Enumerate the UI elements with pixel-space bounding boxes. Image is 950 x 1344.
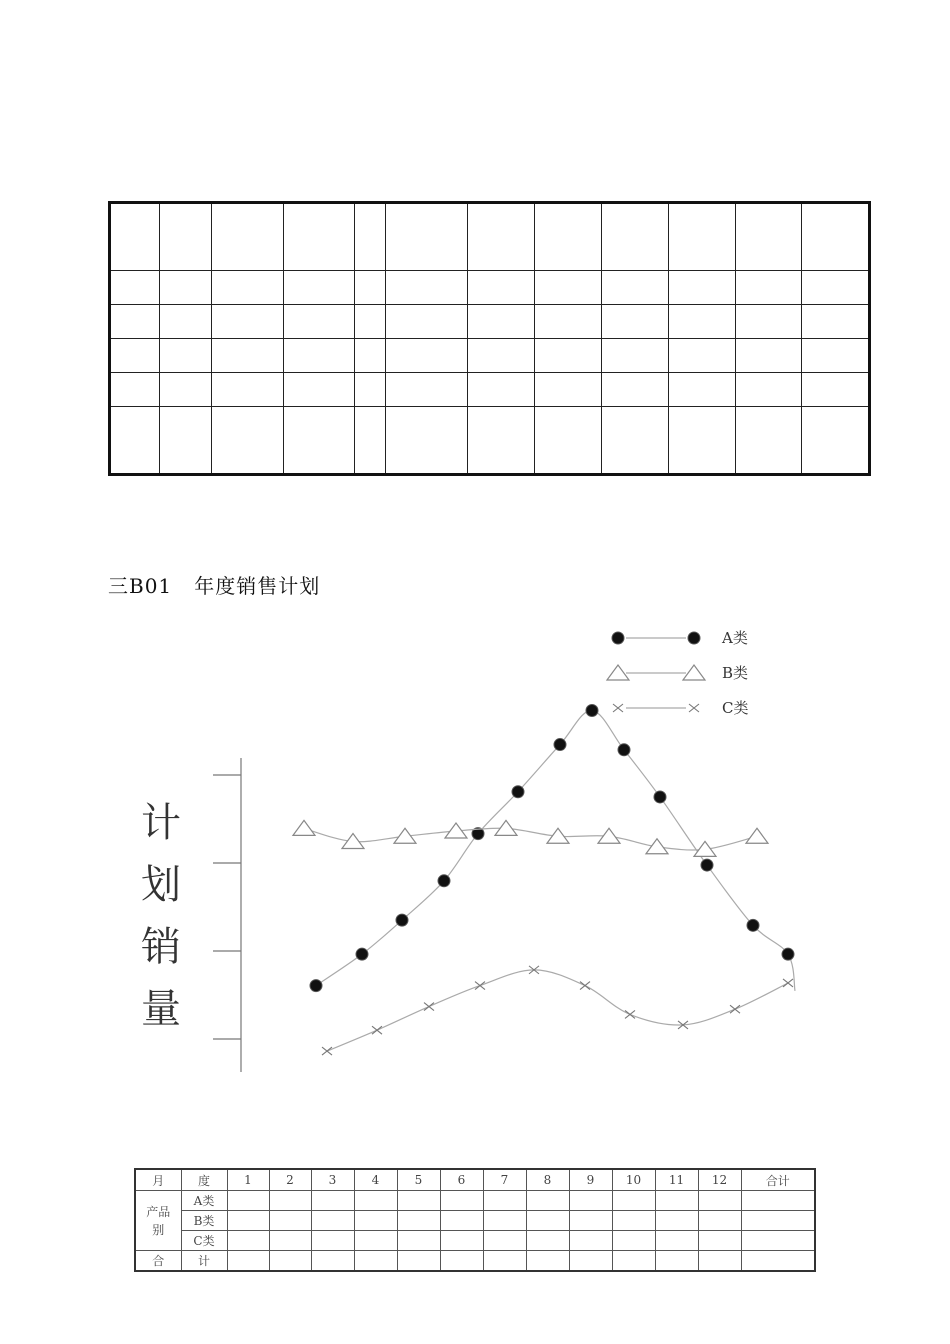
legend-marker: [683, 665, 705, 680]
table-row: [135, 1231, 815, 1251]
table-cell: [602, 271, 669, 305]
table-cell: [669, 271, 736, 305]
legend-marker: [689, 704, 699, 712]
month-cell: 9: [569, 1169, 612, 1191]
month-cell: 4: [354, 1169, 397, 1191]
monthly-plan-table: [134, 1168, 816, 1272]
table-cell: [386, 373, 468, 407]
data-point-a: [438, 875, 450, 887]
table-row: [110, 339, 870, 373]
table-row: [135, 1211, 815, 1231]
data-point-c: [322, 1047, 332, 1055]
table-row: [110, 305, 870, 339]
data-point-a: [586, 705, 598, 717]
table-cell: [110, 271, 160, 305]
month-cell: 2: [269, 1169, 311, 1191]
legend-label: C类: [722, 699, 749, 717]
table-cell: [212, 271, 284, 305]
table-cell: [355, 203, 386, 271]
data-point-a: [782, 948, 794, 960]
table-cell: [669, 339, 736, 373]
table-cell: [160, 271, 212, 305]
table-cell: [110, 305, 160, 339]
data-point-c: [625, 1010, 635, 1018]
row-label-c: C类: [181, 1231, 227, 1251]
row-label-b: B类: [181, 1211, 227, 1231]
total-row-label: 合: [135, 1251, 181, 1272]
table-cell: [468, 407, 535, 475]
month-header-row: [135, 1169, 815, 1191]
table-cell: [736, 203, 802, 271]
legend-marker: [613, 704, 623, 712]
data-point-b: [646, 839, 668, 854]
data-point-a: [310, 980, 322, 992]
month-header-label: 度: [181, 1169, 227, 1191]
table-cell: [602, 407, 669, 475]
total-header: 合计: [741, 1169, 815, 1191]
table-cell: [468, 271, 535, 305]
y-axis-label-char: 划: [141, 862, 181, 908]
table-cell: [355, 407, 386, 475]
table-cell: [160, 339, 212, 373]
month-cell: 5: [397, 1169, 440, 1191]
table-cell: [160, 373, 212, 407]
data-point-c: [372, 1026, 382, 1034]
table-cell: [736, 373, 802, 407]
table-cell: [386, 339, 468, 373]
data-point-a: [396, 914, 408, 926]
table-cell: [602, 203, 669, 271]
data-point-a: [356, 948, 368, 960]
table-cell: [535, 339, 602, 373]
table-cell: [669, 203, 736, 271]
table-cell: [110, 407, 160, 475]
total-row-label: 计: [181, 1251, 227, 1272]
table-row: [110, 407, 870, 475]
table-cell: [736, 407, 802, 475]
row-label-a: A类: [181, 1191, 227, 1211]
table-cell: [160, 305, 212, 339]
table-cell: [386, 203, 468, 271]
data-point-a: [654, 791, 666, 803]
table-cell: [386, 407, 468, 475]
legend-marker: [688, 632, 700, 644]
table-cell: [535, 373, 602, 407]
table-cell: [669, 407, 736, 475]
month-cell: 12: [698, 1169, 741, 1191]
table-cell: [110, 339, 160, 373]
series-line: [327, 970, 788, 1051]
table-cell: [160, 203, 212, 271]
table-row: [110, 203, 870, 271]
table-cell: [160, 407, 212, 475]
table-cell: [802, 339, 870, 373]
table-cell: [736, 339, 802, 373]
legend-marker: [607, 665, 629, 680]
table-row: [110, 373, 870, 407]
month-cell: 3: [311, 1169, 354, 1191]
table-row: [135, 1191, 815, 1211]
table-cell: [802, 373, 870, 407]
data-point-c: [580, 982, 590, 990]
data-point-a: [701, 859, 713, 871]
table-cell: [468, 339, 535, 373]
table-cell: [669, 373, 736, 407]
table-cell: [110, 203, 160, 271]
data-point-b: [746, 828, 768, 843]
table-cell: [736, 271, 802, 305]
table-cell: [468, 305, 535, 339]
y-axis-label-char: 销: [141, 924, 181, 970]
month-cell: 6: [440, 1169, 483, 1191]
table-row: [110, 271, 870, 305]
table-cell: [355, 271, 386, 305]
table-cell: [212, 407, 284, 475]
table-cell: [110, 373, 160, 407]
month-header-label: 月: [135, 1169, 181, 1191]
table-cell: [602, 373, 669, 407]
data-point-c: [424, 1003, 434, 1011]
legend-marker: [612, 632, 624, 644]
table-cell: [669, 305, 736, 339]
data-point-c: [475, 982, 485, 990]
table-cell: [212, 339, 284, 373]
product-group-label: [135, 1191, 181, 1251]
data-point-b: [694, 841, 716, 856]
top-grid-table: [108, 201, 871, 476]
table-cell: [284, 339, 355, 373]
table-cell: [284, 203, 355, 271]
data-point-a: [747, 919, 759, 931]
table-cell: [802, 203, 870, 271]
table-cell: [284, 373, 355, 407]
table-cell: [802, 271, 870, 305]
table-cell: [284, 305, 355, 339]
table-cell: [284, 407, 355, 475]
table-cell: [212, 373, 284, 407]
table-cell: [468, 373, 535, 407]
month-cell: 10: [612, 1169, 655, 1191]
data-point-a: [554, 739, 566, 751]
data-point-a: [512, 786, 524, 798]
table-cell: [736, 305, 802, 339]
table-cell: [468, 203, 535, 271]
data-point-a: [618, 744, 630, 756]
month-cell: 11: [655, 1169, 698, 1191]
section-title: 三B01 年度销售计划: [108, 574, 321, 598]
series-line: [316, 710, 795, 990]
product-group-label-line: 别: [152, 1222, 165, 1237]
month-cell: 1: [227, 1169, 269, 1191]
data-point-c: [730, 1005, 740, 1013]
month-cell: 8: [526, 1169, 569, 1191]
table-cell: [535, 407, 602, 475]
table-cell: [802, 305, 870, 339]
table-cell: [212, 203, 284, 271]
data-point-c: [783, 979, 793, 987]
y-axis-label-char: 计: [141, 800, 181, 846]
legend-label: A类: [722, 629, 748, 647]
month-cell: 7: [483, 1169, 526, 1191]
table-cell: [535, 271, 602, 305]
table-cell: [535, 305, 602, 339]
table-cell: [602, 339, 669, 373]
table-cell: [386, 305, 468, 339]
table-cell: [386, 271, 468, 305]
data-point-b: [293, 820, 315, 835]
y-axis-label-char: 量: [141, 986, 181, 1032]
table-cell: [212, 305, 284, 339]
table-cell: [355, 305, 386, 339]
table-cell: [355, 339, 386, 373]
sales-plan-chart: [0, 600, 950, 1120]
table-cell: [802, 407, 870, 475]
table-cell: [284, 271, 355, 305]
table-cell: [355, 373, 386, 407]
table-cell: [602, 305, 669, 339]
product-group-label-line: 产品: [146, 1204, 171, 1219]
table-cell: [535, 203, 602, 271]
legend-label: B类: [722, 664, 749, 682]
total-row: [135, 1251, 815, 1272]
